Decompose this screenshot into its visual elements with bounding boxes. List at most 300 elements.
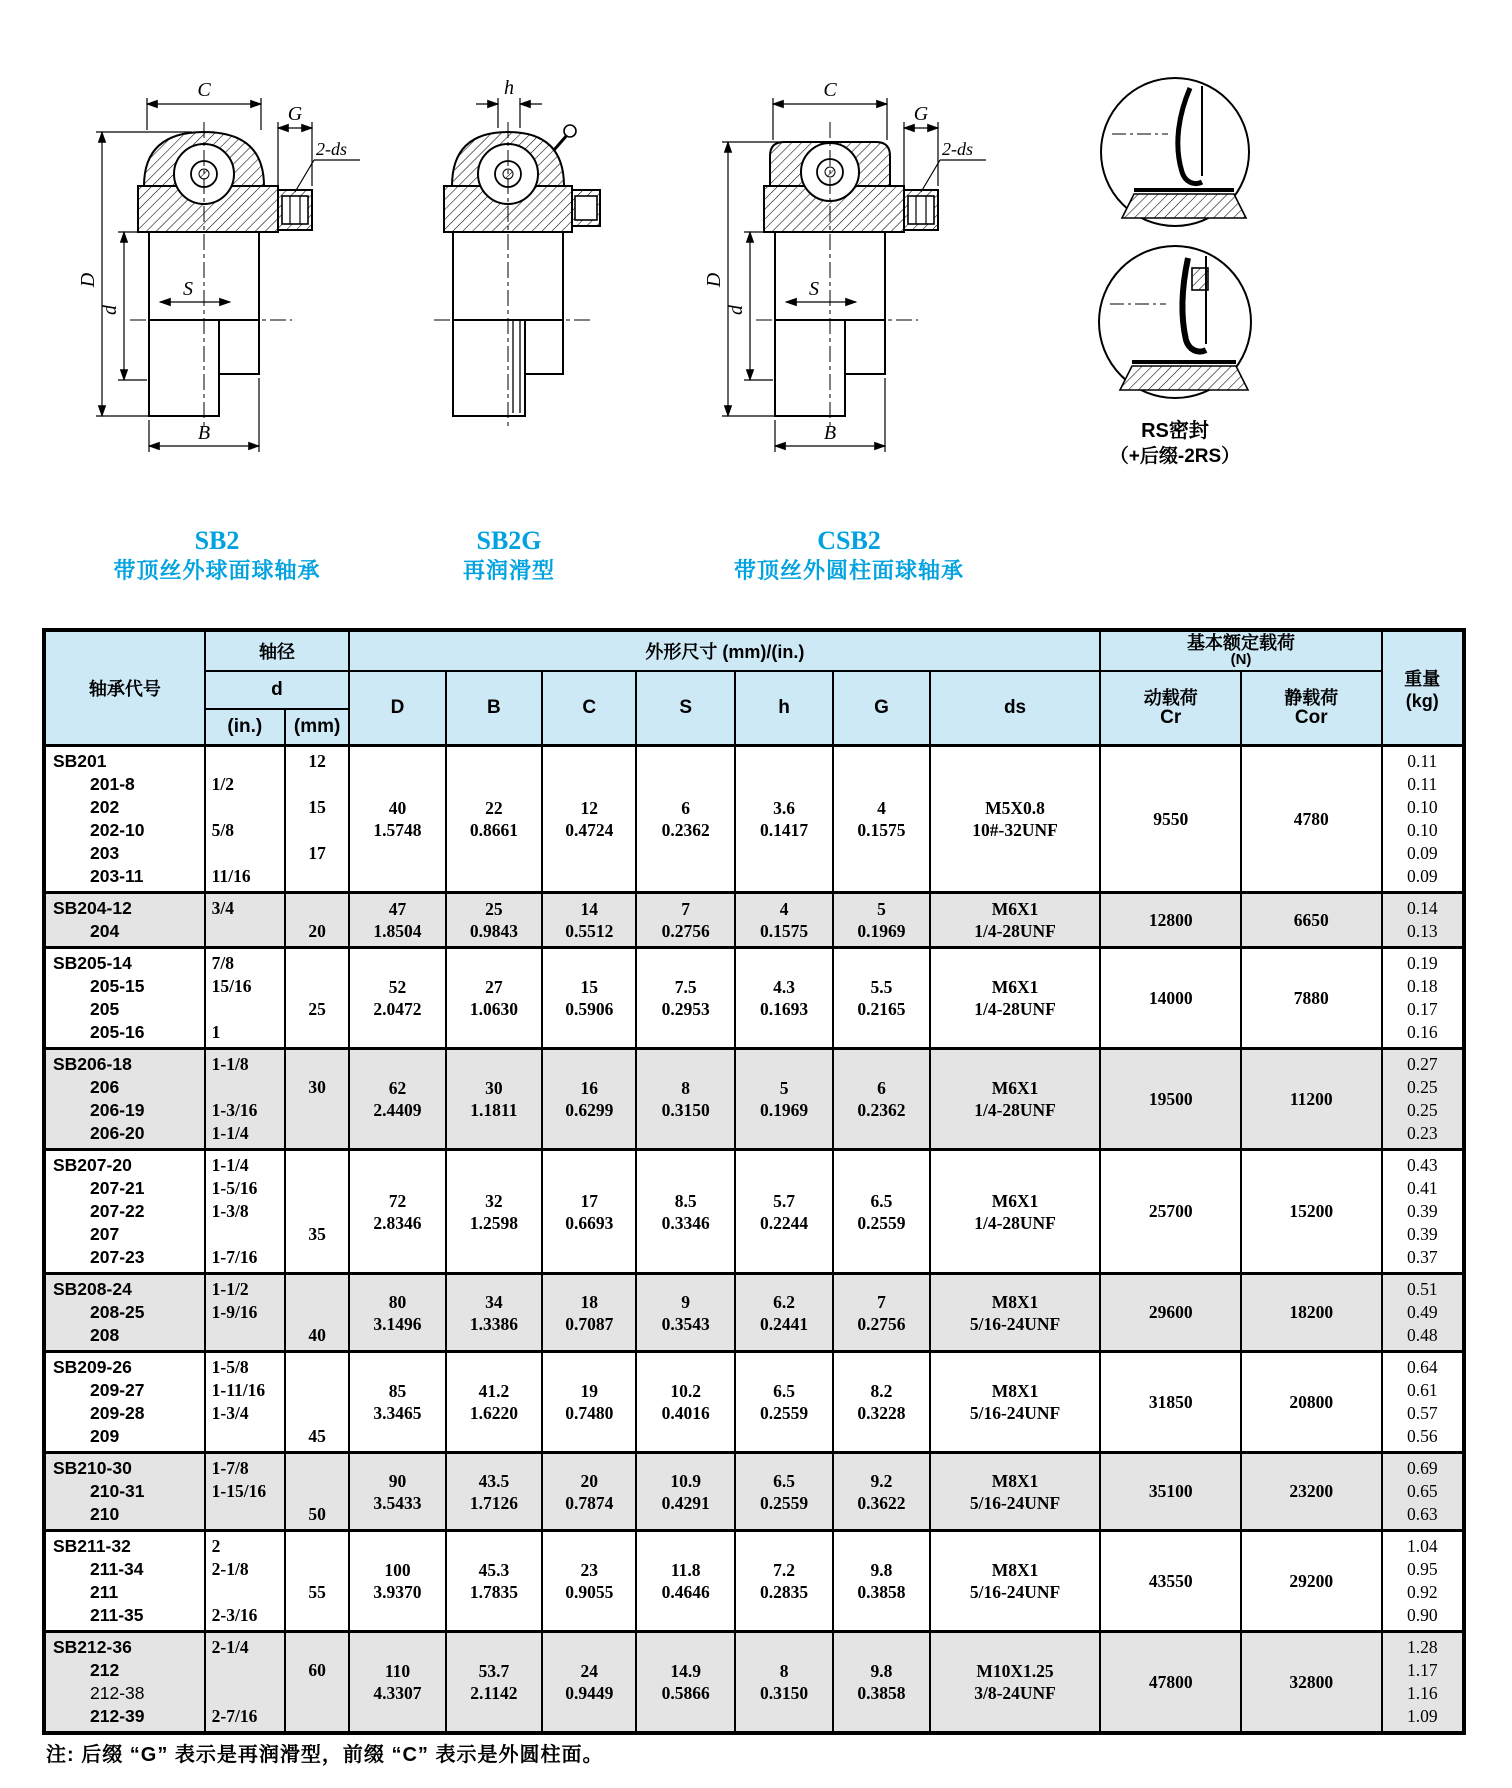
shaft-diameter-inch-line: 5/8 [211,820,235,840]
shaft-diameter-mm-line: 50 [308,1504,326,1524]
shaft-diameter-inch-line [206,1682,284,1705]
bearing-cross-section [444,125,600,416]
weight-kg-line: 0.39 [1406,1201,1438,1221]
weight-kg-line: 0.39 [1406,1224,1438,1244]
dim-S: 8 0.3150 [636,1049,734,1150]
bearing-code-line: 205-15 [90,976,145,996]
weight-kg-line: 0.25 [1406,1100,1438,1120]
shaft-diameter-mm-line [286,1021,348,1044]
shaft-diameter-inch-line: 1-11/16 [211,1380,266,1400]
weight-kg-line: 0.56 [1406,1426,1438,1446]
dim-G: 4 0.1575 [833,746,929,893]
shaft-diameter-mm-line [286,1177,348,1200]
dim-D: 72 2.8346 [349,1150,445,1274]
shaft-diameter-mm [285,1632,349,1734]
shaft-diameter-mm-line [286,1301,348,1324]
weight-kg-line: 0.63 [1406,1504,1438,1524]
shaft-diameter-inch [205,1150,285,1274]
shaft-diameter-inch-line [206,1581,284,1604]
dim-label-S: S [809,278,819,300]
bearing-code-line: SB209-26 [53,1357,132,1377]
dim-G: 9.8 0.3858 [833,1531,929,1632]
dim-D: 80 3.1496 [349,1274,445,1352]
weight-kg-line: 0.65 [1406,1481,1438,1501]
weight-kg [1382,893,1464,948]
weight-kg-line: 1.28 [1406,1637,1438,1657]
dim-S: 8.5 0.3346 [636,1150,734,1274]
shaft-diameter-inch-line [206,1659,284,1682]
weight-kg-line: 0.49 [1406,1302,1438,1322]
shaft-diameter-inch-line [206,842,284,865]
shaft-diameter-mm-line: 20 [308,921,326,941]
shaft-diameter-inch-line [206,796,284,819]
shaft-diameter-mm-line [286,1200,348,1223]
dim-h: 5.7 0.2244 [735,1150,833,1274]
dim-h: 8 0.3150 [735,1632,833,1734]
spec-group-row [44,1150,1464,1274]
static-load-cor: 4780 [1241,746,1382,893]
spec-group-row [44,1531,1464,1632]
header-col-h: h [735,671,833,746]
dynamic-load-cr: 47800 [1100,1632,1241,1734]
weight-kg-line: 0.14 [1406,898,1438,918]
bearing-code-line: SB204-12 [53,898,132,918]
weight-kg-line: 1.09 [1406,1706,1438,1726]
shaft-diameter-inch [205,746,285,893]
weight-kg-line: 0.23 [1406,1123,1438,1143]
dim-G: 5.5 0.2165 [833,948,929,1049]
bearing-code-line: SB207-20 [53,1155,132,1175]
dim-h: 4.3 0.1693 [735,948,833,1049]
dim-label-C: C [823,79,837,101]
weight-kg-line: 1.04 [1406,1536,1438,1556]
dim-C: 19 0.7480 [542,1352,636,1453]
dim-S: 7 0.2756 [636,893,734,948]
bearing-code-line: SB205-14 [53,953,132,973]
shaft-diameter-inch-line: 1-5/8 [211,1357,249,1377]
bearing-code [44,1150,205,1274]
dim-label-C: C [197,79,211,101]
bearing-code-line: SB206-18 [53,1054,132,1074]
shaft-diameter-inch-line [206,998,284,1021]
bearing-code [44,1453,205,1531]
dim-label-G: G [913,103,929,125]
weight-kg-line: 0.61 [1406,1380,1438,1400]
weight-kg-line: 0.19 [1406,953,1438,973]
shaft-diameter-mm-line [286,975,348,998]
dim-B: 53.7 2.1142 [446,1632,542,1734]
shaft-diameter-mm-line [286,1379,348,1402]
dim-D: 85 3.3465 [349,1352,445,1453]
shaft-diameter-mm-line [286,1457,348,1480]
weight-kg-line: 0.41 [1406,1178,1438,1198]
shaft-diameter-inch [205,1352,285,1453]
shaft-diameter-mm [285,893,349,948]
shaft-diameter-mm [285,1453,349,1531]
dim-G: 6.5 0.2559 [833,1150,929,1274]
weight-kg [1382,1531,1464,1632]
shaft-diameter-mm-line: 25 [308,999,326,1019]
weight-kg [1382,1274,1464,1352]
header-dimensions: 外形尺寸 (mm)/(in.) [349,630,1100,671]
dynamic-load-cr: 14000 [1100,948,1241,1049]
dim-S: 9 0.3543 [636,1274,734,1352]
shaft-diameter-mm-line: 40 [308,1325,326,1345]
bearing-code [44,893,205,948]
shaft-diameter-inch [205,893,285,948]
dim-ds: M6X1 1/4-28UNF [930,1150,1101,1274]
static-load-cor: 32800 [1241,1632,1382,1734]
bearing-code-line: SB212-36 [53,1637,132,1657]
bearing-code-line: 207-22 [90,1201,145,1221]
shaft-diameter-inch-line: 1-1/4 [211,1123,249,1143]
dim-G: 9.2 0.3622 [833,1453,929,1531]
shaft-diameter-inch-line [206,1223,284,1246]
weight-kg [1382,746,1464,893]
bearing-code-line: 205 [90,999,120,1019]
dim-S: 10.9 0.4291 [636,1453,734,1531]
shaft-diameter-inch-line: 1-5/16 [211,1178,258,1198]
dim-h: 6.5 0.2559 [735,1352,833,1453]
weight-kg [1382,1150,1464,1274]
dimension-lines [476,98,542,128]
static-load-cor: 20800 [1241,1352,1382,1453]
shaft-diameter-mm-line: 12 [308,751,326,771]
static-load-cor: 11200 [1241,1049,1382,1150]
shaft-diameter-mm-line [286,1558,348,1581]
spec-group-row [44,893,1464,948]
dim-S: 7.5 0.2953 [636,948,734,1049]
bearing-code-line: 209 [90,1426,120,1446]
header-col-D: D [349,671,445,746]
bearing-code [44,1531,205,1632]
dim-S: 14.9 0.5866 [636,1632,734,1734]
weight-kg-line: 0.16 [1406,1022,1438,1042]
shaft-diameter-inch-line [206,1425,284,1448]
header-d-inch: (in.) [205,709,285,746]
bearing-code-line: 206-19 [90,1100,145,1120]
dim-ds: M8X1 5/16-24UNF [930,1453,1101,1531]
dim-ds: M6X1 1/4-28UNF [930,1049,1101,1150]
shaft-diameter-inch-line: 1-3/8 [211,1201,249,1221]
shaft-diameter-inch-line: 1-7/8 [211,1458,249,1478]
dim-h: 3.6 0.1417 [735,746,833,893]
dynamic-load-cr: 31850 [1100,1352,1241,1453]
shaft-diameter-mm-line [286,1705,348,1728]
weight-kg-line: 1.17 [1406,1660,1438,1680]
weight-kg-line: 0.92 [1406,1582,1438,1602]
static-load-cor: 6650 [1241,893,1382,948]
shaft-diameter-inch-line: 2-7/16 [211,1706,258,1726]
static-load-cor: 23200 [1241,1453,1382,1531]
header-d-mm: (mm) [285,709,349,746]
spec-group-row [44,746,1464,893]
dim-G: 9.8 0.3858 [833,1632,929,1734]
dim-D: 40 1.5748 [349,746,445,893]
weight-kg-line: 0.51 [1406,1279,1438,1299]
shaft-diameter-mm [285,746,349,893]
bearing-diagram-csb2 [678,58,990,460]
dim-ds: M5X0.8 10#-32UNF [930,746,1101,893]
shaft-diameter-mm-line [286,819,348,842]
bearing-code [44,1274,205,1352]
bearing-code-line: 207-23 [90,1247,145,1267]
dim-label-2ds: 2-ds [316,139,347,159]
dim-B: 43.5 1.7126 [446,1453,542,1531]
caption-model-csb2: CSB2 [817,526,881,555]
bearing-code-line: SB210-30 [53,1458,132,1478]
dynamic-load-cr: 35100 [1100,1453,1241,1531]
shaft-diameter-inch-line [206,920,284,943]
shaft-diameter-mm-line [286,1402,348,1425]
dim-G: 5 0.1969 [833,893,929,948]
bearing-cross-section [138,132,312,416]
header-bearing-code: 轴承代号 [44,630,205,746]
weight-kg-line: 0.18 [1406,976,1438,996]
dynamic-load-cr: 29600 [1100,1274,1241,1352]
dim-label-S: S [183,278,193,300]
shaft-diameter-inch [205,948,285,1049]
footnote: 注: 后缀 “G” 表示是再润滑型，前缀 “C” 表示是外圆柱面。 [46,1744,604,1766]
spec-group-row [44,1274,1464,1352]
shaft-diameter-mm-line [286,1480,348,1503]
bearing-code-line: 208-25 [90,1302,145,1322]
header-weight-label: 重量 [1404,668,1441,689]
shaft-diameter-mm [285,1531,349,1632]
shaft-diameter-inch-line: 1/2 [211,774,235,794]
dim-ds: M6X1 1/4-28UNF [930,948,1101,1049]
bearing-code [44,948,205,1049]
bearing-code-line: 211 [90,1582,119,1602]
bearing-code-line: 210-31 [90,1481,145,1501]
dim-S: 11.8 0.4646 [636,1531,734,1632]
shaft-diameter-mm [285,1274,349,1352]
header-weight-unit: (kg) [1405,690,1439,711]
dim-label-D: D [703,272,725,288]
header-d: d [205,671,350,709]
shaft-diameter-mm-line [286,952,348,975]
dim-ds: M6X1 1/4-28UNF [930,893,1101,948]
dim-label-d: d [725,305,747,315]
header-weight [1382,630,1464,746]
spec-table [42,628,1466,1735]
shaft-diameter-inch [205,1049,285,1150]
weight-kg-line: 0.37 [1406,1247,1438,1267]
shaft-diameter-inch [205,1632,285,1734]
seal-note [1072,418,1278,470]
seal-note-title: RS密封 [1141,420,1209,442]
shaft-diameter-inch-line: 2 [211,1536,221,1556]
weight-kg [1382,948,1464,1049]
shaft-diameter-inch-line: 1-15/16 [211,1481,267,1501]
spec-table-header [44,630,1464,746]
shaft-diameter-inch [205,1531,285,1632]
bearing-code [44,1352,205,1453]
header-col-G: G [833,671,929,746]
shaft-diameter-mm-line: 35 [308,1224,326,1244]
weight-kg-line: 0.10 [1406,797,1438,817]
spec-group-row [44,1049,1464,1150]
dim-B: 30 1.1811 [446,1049,542,1150]
weight-kg-line: 1.16 [1406,1683,1438,1703]
dim-ds: M8X1 5/16-24UNF [930,1531,1101,1632]
dim-S: 6 0.2362 [636,746,734,893]
shaft-diameter-inch-line: 1-7/16 [211,1247,258,1267]
shaft-diameter-mm-line [286,1535,348,1558]
dim-ds: M8X1 5/16-24UNF [930,1274,1101,1352]
shaft-diameter-inch [205,1453,285,1531]
shaft-diameter-inch-line: 1-3/4 [211,1403,249,1423]
header-col-ds: ds [930,671,1101,746]
shaft-diameter-inch-line: 2-3/16 [211,1605,258,1625]
dim-label-B: B [823,422,837,444]
bearing-cross-section [764,142,938,416]
dim-label-D: D [77,272,99,288]
shaft-diameter-mm [285,1352,349,1453]
shaft-diameter-inch-line: 1 [211,1022,221,1042]
weight-kg [1382,1049,1464,1150]
weight-kg-line: 0.13 [1406,921,1438,941]
weight-kg-line: 0.25 [1406,1077,1438,1097]
weight-kg-line: 0.17 [1406,999,1438,1019]
caption-desc-sb2g: 再润滑型 [462,558,555,583]
shaft-diameter-mm-line [286,1356,348,1379]
shaft-diameter-inch-line [206,1324,284,1347]
bearing-code-line: 207-21 [90,1178,145,1198]
header-col-B: B [446,671,542,746]
dim-D: 110 4.3307 [349,1632,445,1734]
bearing-code-line: 212 [90,1660,120,1680]
weight-kg-line: 0.69 [1406,1458,1438,1478]
weight-kg [1382,1352,1464,1453]
dim-B: 34 1.3386 [446,1274,542,1352]
static-load-cor: 29200 [1241,1531,1382,1632]
dim-D: 52 2.0472 [349,948,445,1049]
static-load-cor: 18200 [1241,1274,1382,1352]
weight-kg-line: 0.95 [1406,1559,1438,1579]
weight-kg-line: 0.90 [1406,1605,1438,1625]
dim-B: 27 1.0630 [446,948,542,1049]
weight-kg-line: 0.27 [1406,1054,1438,1074]
shaft-diameter-mm-line [286,773,348,796]
weight-kg-line: 0.11 [1407,774,1438,794]
bearing-code [44,1632,205,1734]
shaft-diameter-inch-line: 3/4 [211,898,235,918]
shaft-diameter-mm-line [286,1278,348,1301]
bearing-code-line: SB211-32 [53,1536,131,1556]
dim-h: 4 0.1575 [735,893,833,948]
shaft-diameter-mm-line: 15 [308,797,326,817]
shaft-diameter-inch-line: 1-1/2 [211,1279,249,1299]
shaft-diameter-mm-line [286,1246,348,1269]
weight-kg [1382,1453,1464,1531]
dim-h: 5 0.1969 [735,1049,833,1150]
bearing-code-line: 206 [90,1077,120,1097]
shaft-diameter-inch-line: 11/16 [211,866,251,886]
seal-detail-circle-top [1072,72,1278,236]
weight-kg [1382,1632,1464,1734]
spec-table-body [44,746,1464,1734]
header-shaft-diameter: 轴径 [205,630,350,671]
dim-B: 22 0.8661 [446,746,542,893]
dim-G: 8.2 0.3228 [833,1352,929,1453]
shaft-diameter-inch-line [206,1503,284,1526]
shaft-diameter-mm-line [286,865,348,888]
static-load-cor: 15200 [1241,1150,1382,1274]
shaft-diameter-inch-line: 1-1/8 [211,1054,249,1074]
caption-model-sb2g: SB2G [476,526,542,555]
bearing-code-line: 202 [90,797,120,817]
seal-detail-circle-bottom [1072,238,1278,410]
header-load-unit: (N) [1230,651,1252,668]
bearing-code-line: 205-16 [90,1022,145,1042]
shaft-diameter-mm-line [286,1154,348,1177]
dim-B: 25 0.9843 [446,893,542,948]
dim-h: 6.5 0.2559 [735,1453,833,1531]
shaft-diameter-inch-line: 1-3/16 [211,1100,258,1120]
shaft-diameter-inch-line [206,1076,284,1099]
dim-C: 16 0.6299 [542,1049,636,1150]
shaft-diameter-mm-line [286,1122,348,1145]
header-col-S: S [636,671,734,746]
shaft-diameter-mm-line: 45 [308,1426,326,1446]
dim-label-B: B [197,422,211,444]
shaft-diameter-inch-line: 2-1/8 [211,1559,249,1579]
dim-label-2ds: 2-ds [942,139,973,159]
dim-C: 12 0.4724 [542,746,636,893]
spec-group-row [44,1352,1464,1453]
weight-kg-line: 0.57 [1406,1403,1438,1423]
dim-ds: M10X1.25 3/8-24UNF [930,1632,1101,1734]
bearing-code-line: 201-8 [90,774,135,794]
shaft-diameter-inch-line: 15/16 [211,976,252,996]
static-load-cor: 7880 [1241,948,1382,1049]
header-load-rating [1100,630,1381,671]
header-static-load: 静载荷 Cor [1241,671,1382,746]
bearing-code-line: 203 [90,843,120,863]
shaft-diameter-inch-line [206,750,284,773]
shaft-diameter-mm-line [286,1604,348,1627]
shaft-diameter-mm [285,1049,349,1150]
weight-kg-line: 0.64 [1406,1357,1438,1377]
shaft-diameter-mm-line: 60 [308,1660,326,1680]
bearing-code-line: 202-10 [90,820,145,840]
dim-C: 18 0.7087 [542,1274,636,1352]
header-col-C: C [542,671,636,746]
shaft-diameter-mm-line: 17 [308,843,326,863]
weight-kg-line: 0.48 [1406,1325,1438,1345]
dynamic-load-cr: 43550 [1100,1531,1241,1632]
dim-h: 7.2 0.2835 [735,1531,833,1632]
shaft-diameter-inch [205,1274,285,1352]
bearing-code-line: 209-27 [90,1380,145,1400]
caption-csb2 [678,526,1020,586]
dim-D: 90 3.5433 [349,1453,445,1531]
shaft-diameter-inch-line: 1-1/4 [211,1155,249,1175]
dynamic-load-cr: 25700 [1100,1150,1241,1274]
bearing-code-line: 206-20 [90,1123,145,1143]
caption-desc-sb2: 带顶丝外球面球轴承 [113,558,321,583]
dim-C: 15 0.5906 [542,948,636,1049]
dim-S: 10.2 0.4016 [636,1352,734,1453]
bearing-code-line: 207 [90,1224,120,1244]
bearing-code-line: 210 [90,1504,120,1524]
bearing-code-line: 211-34 [90,1559,144,1579]
bearing-code-line: 211-35 [90,1605,144,1625]
spec-group-row [44,1453,1464,1531]
shaft-diameter-mm-line [286,1099,348,1122]
dynamic-load-cr: 19500 [1100,1049,1241,1150]
